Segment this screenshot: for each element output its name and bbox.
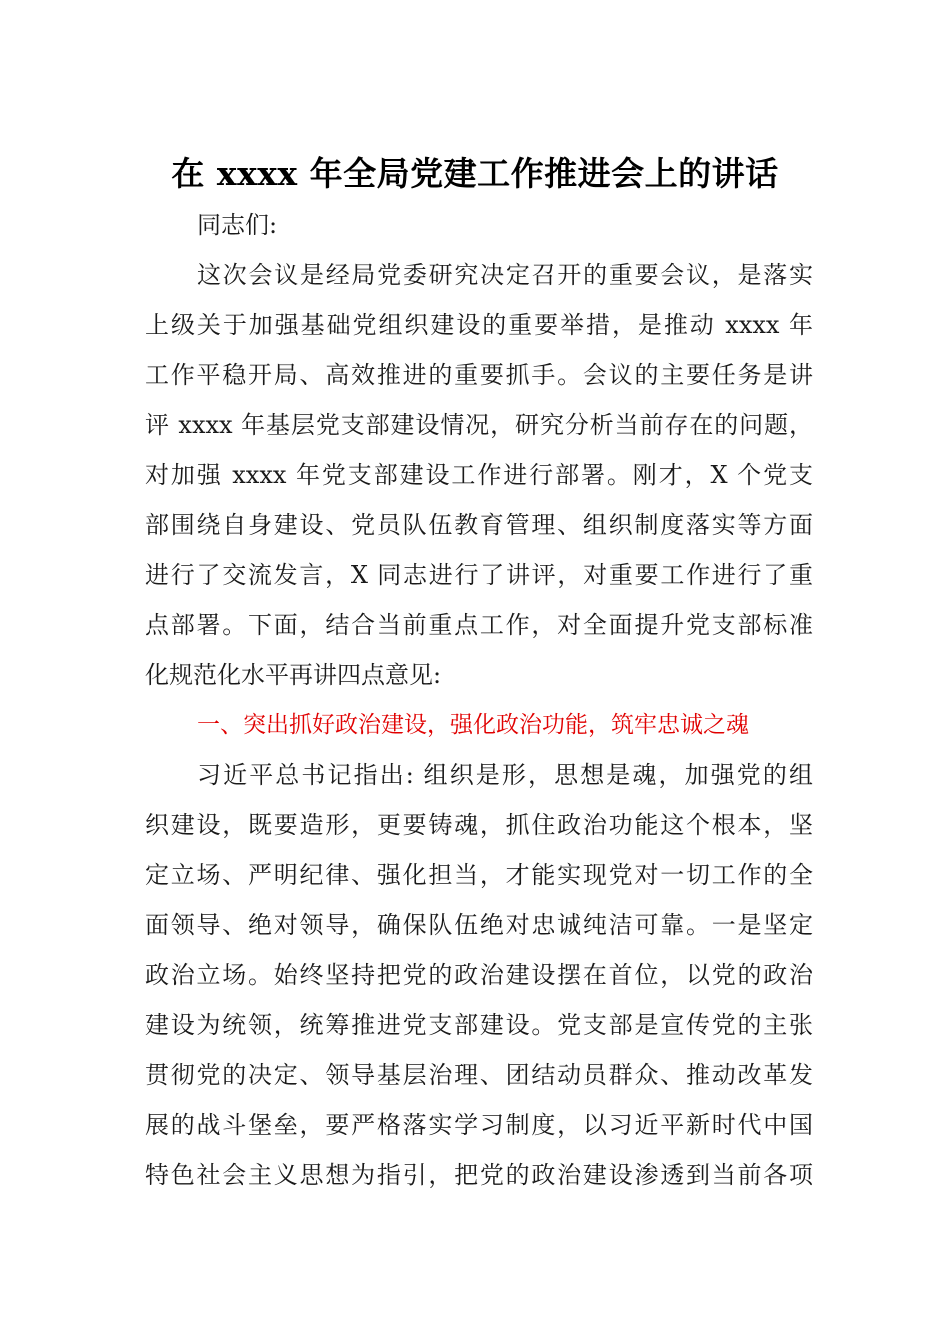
paragraph-line: 对加强 xxxx 年党支部建设工作进行部署。刚才，X 个党支 bbox=[145, 461, 813, 489]
paragraph-line: 织建设，既要造形，更要铸魂，抓住政治功能这个根本，坚 bbox=[145, 811, 813, 839]
paragraph-line: 化规范化水平再讲四点意见: bbox=[145, 661, 442, 689]
paragraph-line: 特色社会主义思想为指引，把党的政治建设渗透到当前各项 bbox=[145, 1161, 813, 1189]
paragraph-line: 建设为统领，统筹推进党支部建设。党支部是宣传党的主张 bbox=[145, 1011, 813, 1039]
paragraph-line: 部围绕自身建设、党员队伍教育管理、组织制度落实等方面 bbox=[145, 511, 813, 539]
paragraph-line: 评 xxxx 年基层党支部建设情况，研究分析当前存在的问题， bbox=[145, 411, 813, 439]
paragraph-line: 上级关于加强基础党组织建设的重要举措，是推动 xxxx 年 bbox=[145, 311, 813, 339]
salutation: 同志们: bbox=[197, 211, 278, 239]
paragraph-line: 进行了交流发言，X 同志进行了讲评，对重要工作进行了重 bbox=[145, 561, 813, 589]
paragraph-1 bbox=[145, 250, 813, 700]
paragraph-line: 点部署。下面，结合当前重点工作，对全面提升党支部标准 bbox=[145, 611, 813, 639]
paragraph-line: 贯彻党的决定、领导基层治理、团结动员群众、推动改革发 bbox=[145, 1061, 813, 1089]
paragraph-2 bbox=[145, 750, 813, 1200]
document-title: 在 xxxx 年全局党建工作推进会上的讲话 bbox=[171, 154, 779, 193]
paragraph-line: 展的战斗堡垒，要严格落实学习制度，以习近平新时代中国 bbox=[145, 1111, 813, 1139]
section-heading-1: 一、突出抓好政治建设，强化政治功能，筑牢忠诚之魂 bbox=[197, 712, 749, 738]
paragraph-line: 政治立场。始终坚持把党的政治建设摆在首位，以党的政治 bbox=[145, 961, 813, 989]
paragraph-line: 这次会议是经局党委研究决定召开的重要会议，是落实 bbox=[197, 261, 813, 289]
paragraph-line: 面领导、绝对领导，确保队伍绝对忠诚纯洁可靠。一是坚定 bbox=[145, 911, 813, 939]
paragraph-line: 工作平稳开局、高效推进的重要抓手。会议的主要任务是讲 bbox=[145, 361, 813, 389]
paragraph-line: 定立场、严明纪律、强化担当，才能实现党对一切工作的全 bbox=[145, 861, 813, 889]
paragraph-line: 习近平总书记指出: 组织是形，思想是魂，加强党的组 bbox=[197, 761, 813, 789]
document-body bbox=[145, 200, 813, 1200]
